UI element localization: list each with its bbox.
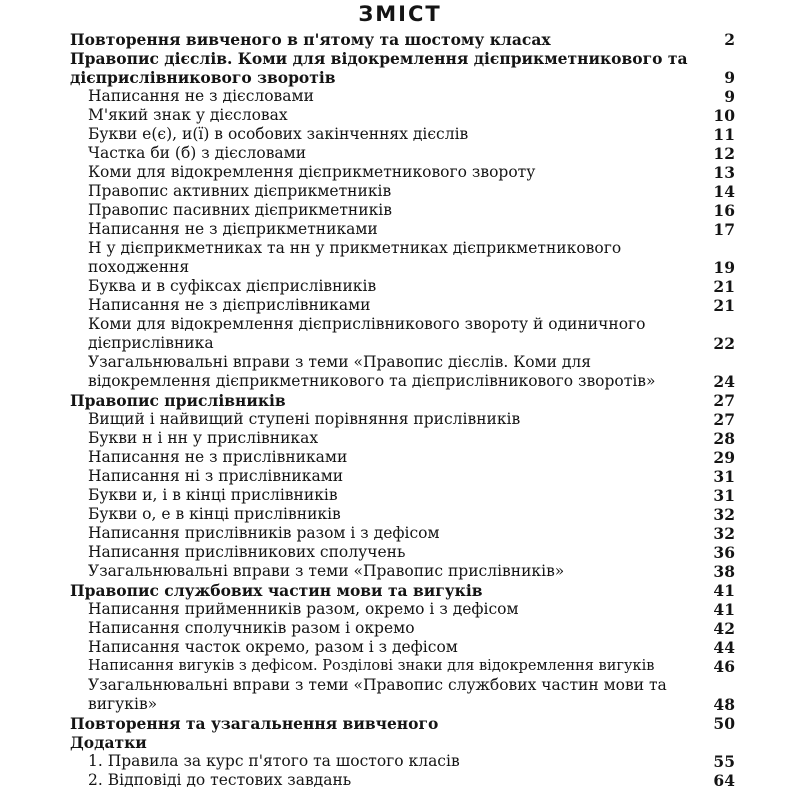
toc-entry-text: Узагальнювальні вправи з теми «Правопис службових частин мови та — [88, 676, 667, 694]
toc-entry-text: Написання ні з прислівниками — [88, 467, 344, 485]
toc-entry-text: Додатки — [70, 733, 147, 752]
toc-entry-text: Букви и, і в кінці прислівників — [88, 486, 338, 504]
toc-entry-page: 22 — [713, 334, 735, 353]
toc-entry-page: 36 — [713, 543, 735, 562]
toc-entry-page: 24 — [713, 372, 735, 391]
toc-entry-page: 19 — [713, 258, 735, 277]
toc-entry-text: Написання не з дієприкметниками — [88, 220, 378, 238]
toc-entry-page: 31 — [713, 467, 735, 486]
toc-entry-text: Частка би (б) з дієсловами — [88, 144, 307, 162]
toc-entry-page: 44 — [713, 638, 735, 657]
toc-entry-text: Вищий і найвищий ступені порівняння прислівників — [88, 410, 521, 428]
toc-entry-page: 29 — [713, 448, 735, 467]
toc-entry-text-continued: дієприслівникового зворотів — [70, 68, 336, 87]
toc-entry-page: 2 — [724, 30, 735, 49]
toc-entry-text: Написання прислівникових сполучень — [88, 543, 406, 561]
toc-entry-text-continued: відокремлення дієприкметникового та дієприслівникового зворотів» — [88, 372, 656, 390]
toc-entry-text: Повторення вивченого в п'ятому та шостому класах — [70, 30, 551, 49]
toc-entry-page: 21 — [713, 277, 735, 296]
toc-entry-page: 17 — [713, 220, 735, 239]
toc-entry-page: 27 — [713, 391, 735, 410]
toc-entry-page: 9 — [724, 87, 735, 106]
toc-entry-page: 9 — [724, 68, 735, 87]
toc-entry-text: Коми для відокремлення дієприслівникового звороту й одиничного — [88, 315, 646, 333]
toc-entry-text: Правопис службових частин мови та вигуків — [70, 581, 483, 600]
toc-entry-text: Правопис пасивних дієприкметників — [88, 201, 392, 219]
toc-entry-text: Букви о, е в кінці прислівників — [88, 505, 341, 523]
toc-entry-text: Написання не з дієсловами — [88, 87, 314, 105]
toc-entry-text: Написання часток окремо, разом і з дефісом — [88, 638, 458, 656]
toc-entry-page: 32 — [713, 505, 735, 524]
toc-entry-text: Правопис активних дієприкметників — [88, 182, 392, 200]
toc-entry-text: Написання вигуків з дефісом. Розділові знаки для відокремлення вигуків — [88, 658, 655, 674]
page-title: ЗМІСТ — [358, 2, 442, 26]
toc-entry-page: 41 — [713, 600, 735, 619]
toc-entry-text: Букви е(є), и(ї) в особових закінченнях дієслів — [88, 125, 469, 143]
toc-entry-text: Правопис дієслів. Коми для відокремлення дієприкметникового та — [70, 49, 688, 68]
toc-entry-text-continued: дієприслівника — [88, 334, 214, 352]
toc-entry-text: Буква и в суфіксах дієприслівників — [88, 277, 377, 295]
toc-entry-text: Узагальнювальні вправи з теми «Правопис дієслів. Коми для — [88, 353, 592, 371]
toc-entry-page: 11 — [713, 125, 735, 144]
toc-entry-page: 28 — [713, 429, 735, 448]
toc-entry-text: Н у дієприкметниках та нн у прикметниках дієприкметникового — [88, 239, 622, 257]
toc-entry-text: Написання не з дієприслівниками — [88, 296, 371, 314]
toc-entry-page: 27 — [713, 410, 735, 429]
toc-entry-page: 55 — [713, 752, 735, 771]
toc-entry-text: Написання прийменників разом, окремо і з дефісом — [88, 600, 519, 618]
toc-entry-page: 42 — [713, 619, 735, 638]
toc-entry-text: Коми для відокремлення дієприкметникового звороту — [88, 163, 536, 181]
toc-entry-text-continued: вигуків» — [88, 695, 158, 713]
toc-entry-page: 13 — [713, 163, 735, 182]
toc-entry-page: 10 — [713, 106, 735, 125]
toc-entry-text-continued: походження — [88, 258, 190, 276]
toc-entry-page: 14 — [713, 182, 735, 201]
toc-entry-text: 2. Відповіді до тестових завдань — [88, 771, 352, 789]
toc-entry-page: 64 — [713, 771, 735, 790]
toc-entry-text: Правопис прислівників — [70, 391, 286, 410]
toc-entry-text: М'який знак у дієсловах — [88, 106, 288, 124]
toc-entry-text: Написання прислівників разом і з дефісом — [88, 524, 440, 542]
toc-entry-page: 41 — [713, 581, 735, 600]
toc-entry-page: 38 — [713, 562, 735, 581]
toc-entry-text: Написання сполучників разом і окремо — [88, 619, 415, 637]
toc-entry-text: Узагальнювальні вправи з теми «Правопис прислівників» — [88, 562, 565, 580]
toc-entry-page: 50 — [713, 714, 735, 733]
toc-entry-page: 21 — [713, 296, 735, 315]
toc-entry-text: Повторення та узагальнення вивченого — [70, 714, 439, 733]
toc-entry-page: 48 — [713, 695, 735, 714]
toc-entry-text: Написання не з прислівниками — [88, 448, 348, 466]
toc-entry-page: 16 — [713, 201, 735, 220]
toc-entry-text: Букви н і нн у прислівниках — [88, 429, 319, 447]
toc-entry-page: 31 — [713, 486, 735, 505]
toc-entry-page: 12 — [713, 144, 735, 163]
toc-entry-page: 32 — [713, 524, 735, 543]
toc-entry-text: 1. Правила за курс п'ятого та шостого класів — [88, 752, 460, 770]
toc-entry-page: 46 — [713, 657, 735, 676]
